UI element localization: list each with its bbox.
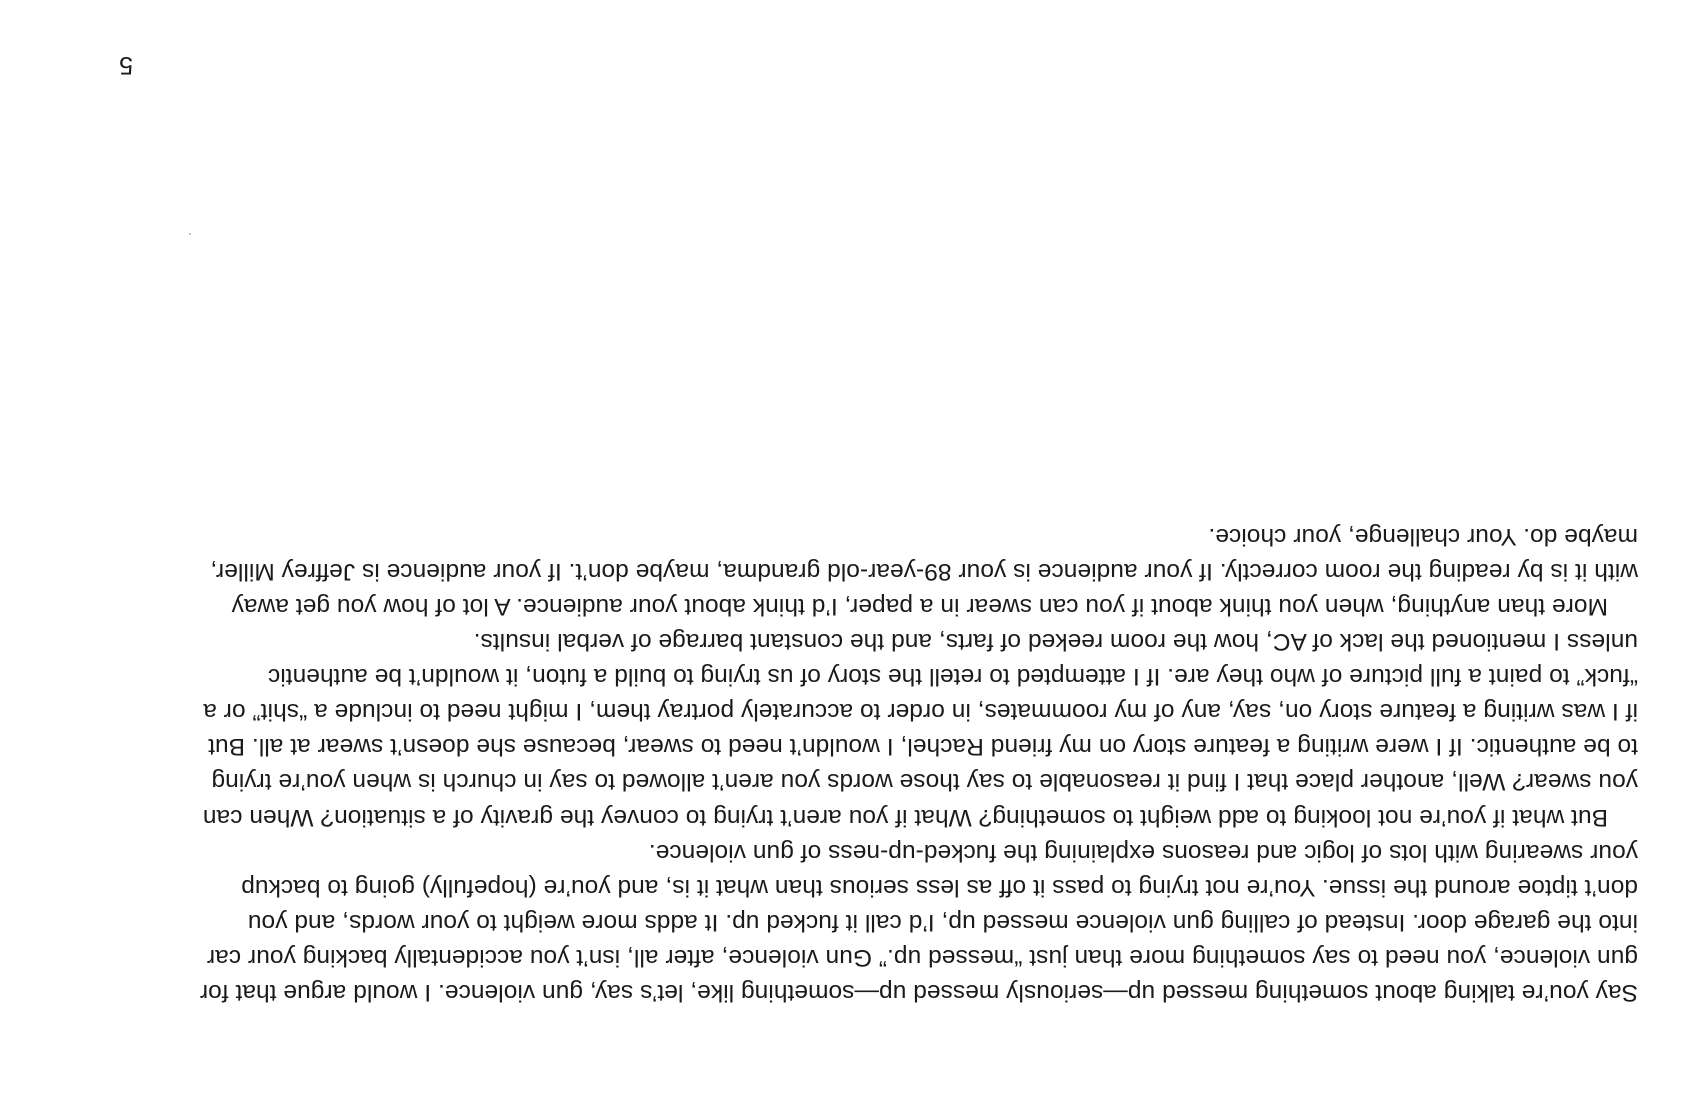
paragraph: But what if you’re not looking to add weight to something? What if you aren’t trying to convey the gravity of a situation? When can you swear? Well, another place that I find it reasonable to say those words you aren’t allowed to say in church is when you’re trying to be authentic. If I were writing a feature story on my friend Rachel, I wouldn’t need to swear, because she doesn’t swear at all. But if I was writing a feature story on, say, any of my roommates, in order to accurately portray them, I might need to include a “shit” or a “fuck” to paint a full picture of who they are. If I attempted to retell the story of us trying to build a futon, it wouldn’t be authentic unless I mentioned the lack of AC, how the room reeked of farts, and the constant barrage of verbal insults.	[202, 628, 1638, 831]
paragraph: More than anything, when you think about if you can swear in a paper, I’d think about your audience. A lot of how you get away with it is by reading the room correctly. If your audience is your 89-year-old grandma, maybe don’t. If your audience is Jeffrey Miller, maybe do. Your challenge, your choice.	[210, 522, 1638, 620]
body-text	[198, 519, 1638, 1010]
scan-speck	[189, 233, 191, 235]
paragraph: Say you’re talking about something messed up—seriously messed up—something like, let’s say, gun violence. I would argue that for gun violence, you need to say something more than just “messed up.” Gun violence, after all, isn’t you accidentally backing your car into the garage door. Instead of calling gun violence messed up, I’d call it fucked up. It adds more weight to your words, and you don’t tiptoe around the issue. You’re not trying to pass it off as less serious than what it is, and you’re (hopefully) going to backup your swearing with lots of logic and reasons explaining the fucked-up-ness of gun violence.	[199, 838, 1638, 1006]
page-number: 5	[119, 51, 133, 79]
